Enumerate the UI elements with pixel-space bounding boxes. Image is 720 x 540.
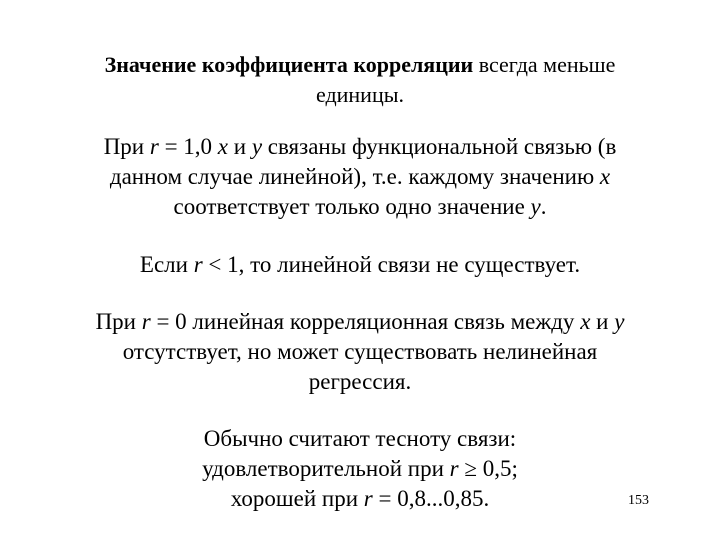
paragraph-line bbox=[0, 50, 720, 80]
page-number: 153 bbox=[628, 493, 649, 508]
paragraph-line: отсутствует, но может существовать нелинейная bbox=[122, 339, 598, 364]
paragraph-r-equals-zero bbox=[0, 307, 720, 397]
variable-r: r bbox=[449, 456, 459, 481]
paragraph-line bbox=[0, 132, 720, 162]
text-run: соответствует только одно значение bbox=[173, 194, 531, 219]
paragraph-line bbox=[0, 192, 720, 222]
text-run: = 0,8...0,85. bbox=[372, 486, 490, 511]
text-run: хорошей при bbox=[230, 486, 364, 511]
paragraph-r-less-than-one bbox=[0, 250, 720, 280]
text-run: Если bbox=[139, 252, 194, 277]
text-run: При bbox=[103, 134, 150, 159]
variable-y: y bbox=[614, 309, 625, 334]
paragraph-line: регрессия. bbox=[308, 369, 412, 394]
paragraph-r-equals-one bbox=[0, 132, 720, 222]
text-run: При bbox=[95, 309, 142, 334]
bold-term: Значение коэффициента корреляции bbox=[104, 52, 474, 77]
text-run: и bbox=[228, 134, 252, 159]
text-run: данном случае линейной), т.е. каждому значению bbox=[109, 164, 600, 189]
variable-x: x bbox=[580, 309, 591, 334]
variable-r: r bbox=[193, 252, 203, 277]
paragraph-line: единицы. bbox=[315, 82, 405, 107]
variable-y: y bbox=[530, 194, 541, 219]
variable-r: r bbox=[141, 309, 151, 334]
text-run: связаны функциональной связью (в bbox=[262, 134, 617, 159]
text-run: = 0 линейная корреляционная связь между bbox=[150, 309, 581, 334]
text-run: и bbox=[590, 309, 615, 334]
paragraph-line: Обычно считают тесноту связи: bbox=[203, 426, 517, 451]
variable-x: x bbox=[217, 134, 229, 159]
text-run: удовлетворительной при bbox=[202, 456, 450, 481]
paragraph-line bbox=[0, 250, 720, 280]
text-run: всегда меньше bbox=[473, 52, 616, 77]
text-run: = 1,0 bbox=[158, 134, 218, 159]
paragraph-closeness-thresholds bbox=[0, 424, 720, 514]
text-run: . bbox=[540, 194, 547, 219]
variable-r: r bbox=[149, 134, 159, 159]
variable-x: x bbox=[599, 164, 611, 189]
paragraph-correlation-less-than-one bbox=[0, 50, 720, 110]
text-run: ≥ 0,5; bbox=[458, 456, 518, 481]
paragraph-line bbox=[0, 484, 720, 514]
paragraph-line bbox=[0, 162, 720, 192]
text-run: < 1, то линейной связи не существует. bbox=[202, 252, 581, 277]
variable-y: y bbox=[251, 134, 263, 159]
paragraph-line bbox=[0, 307, 720, 337]
variable-r: r bbox=[363, 486, 373, 511]
paragraph-line bbox=[0, 454, 720, 484]
